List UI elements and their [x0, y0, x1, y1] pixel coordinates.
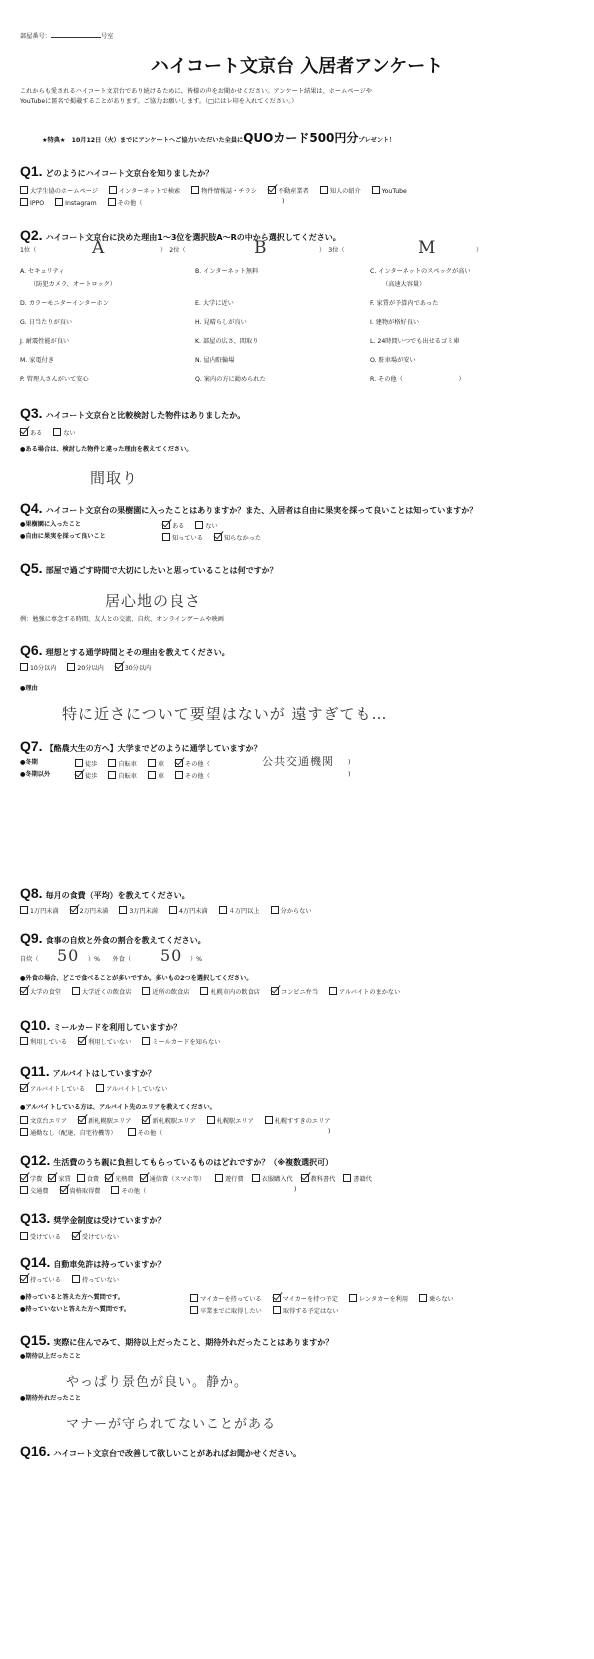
checkbox-checked[interactable] — [105, 1174, 113, 1182]
q15-sub2: ●期待外れだったこと — [20, 1395, 82, 1402]
q11-heading: Q11. アルバイトはしていますか？ — [20, 1063, 156, 1079]
checkbox-checked[interactable] — [268, 186, 276, 194]
checkbox[interactable] — [128, 1128, 136, 1136]
checkbox-checked[interactable] — [60, 1186, 68, 1194]
checkbox-checked[interactable] — [20, 1084, 28, 1092]
checkbox[interactable] — [265, 1116, 273, 1124]
q6-opt-20min[interactable]: 20分以内 — [67, 663, 103, 673]
checkbox[interactable] — [195, 521, 203, 529]
q11-area-row2 — [20, 1128, 171, 1138]
q2-rank1-answer[interactable]: A — [92, 238, 106, 258]
checkbox-checked[interactable] — [20, 428, 28, 436]
q2-choice-f: F. 家賃が予算内であった — [370, 300, 439, 307]
q15-answer-1[interactable]: やっぱり景色が良い。静か。 — [66, 1375, 249, 1390]
q6-reason-label: ●理由 — [20, 685, 38, 692]
q2-choice-i: I. 建物が格好良い — [370, 319, 420, 326]
q1-opt-youtube[interactable]: YouTube — [372, 186, 407, 196]
q11-area-susukino[interactable]: 札幌すすきのエリア — [265, 1116, 331, 1126]
q8-opt-under40k[interactable]: 4万円未満 — [169, 906, 208, 916]
q7-winter-other-answer[interactable]: 公共交通機関 — [262, 755, 334, 768]
checkbox[interactable] — [207, 1116, 215, 1124]
q12-opt-transport[interactable]: 交通費 — [20, 1186, 49, 1196]
checkbox[interactable] — [55, 198, 63, 206]
q1-options-row2 — [20, 198, 151, 208]
q11-area-shinsapporo-2[interactable]: 新札幌駅エリア — [142, 1116, 195, 1126]
q12-options-row2 — [20, 1186, 155, 1196]
q12-opt-textbook[interactable]: 教科書代 — [301, 1174, 336, 1184]
q9-subquestion: ●外食の場合、どこで食べることが多いですか。多いもの2つを選択してください。 — [20, 975, 253, 982]
checkbox[interactable] — [20, 1186, 28, 1194]
checkbox[interactable] — [72, 1275, 80, 1283]
q8-opt-over40k[interactable]: ４万円以上 — [219, 906, 260, 916]
q3-options — [20, 428, 85, 438]
q7-row1-options — [75, 759, 219, 769]
checkbox-checked[interactable] — [20, 1174, 28, 1182]
q15-sub1: ●期待以上だったこと — [20, 1353, 82, 1360]
checkbox[interactable] — [20, 906, 28, 914]
q8-opt-unknown[interactable]: 分からない — [271, 906, 312, 916]
q14-row2-label: ●持っていないと答えた方へ質問です。 — [20, 1306, 131, 1313]
checkbox[interactable] — [20, 1128, 28, 1136]
q4-row1-options — [162, 521, 227, 531]
checkbox[interactable] — [77, 1174, 85, 1182]
checkbox[interactable] — [142, 987, 150, 995]
q11-area-shinsapporo[interactable]: 新札幌駅エリア — [78, 1116, 131, 1126]
q10-heading: Q10. ミールカードを利用していますか？ — [20, 1017, 182, 1033]
checkbox[interactable] — [343, 1174, 351, 1182]
q14-options — [20, 1275, 128, 1285]
checkbox[interactable] — [200, 987, 208, 995]
room-number-label: 部屋番号： 号室 — [20, 33, 114, 40]
checkbox-checked[interactable] — [175, 759, 183, 767]
q6-opt-10min[interactable]: 10分以内 — [20, 663, 56, 673]
q12-opt-utilities[interactable]: 光熱費 — [105, 1174, 134, 1184]
q6-heading: Q6. 理想とする通学時間とその理由を教えてください。 — [20, 642, 230, 658]
q12-opt-license[interactable]: 資格取得費 — [60, 1186, 101, 1196]
q1-opt-friend[interactable]: 知人の紹介 — [320, 186, 361, 196]
q3-answer[interactable]: 間取り — [90, 469, 139, 487]
checkbox[interactable] — [162, 533, 170, 541]
q2-choice-a-note: （防犯カメラ、オートロック） — [30, 281, 117, 288]
q7-winter-walk[interactable]: 徒歩 — [75, 759, 97, 769]
q9-options — [20, 987, 409, 997]
q1-opt-other[interactable]: その他（ — [108, 198, 143, 208]
q14-heading: Q14. 自動車免許は持っていますか？ — [20, 1254, 166, 1270]
q11-area-other[interactable]: その他（ — [128, 1128, 163, 1138]
q14-opt-plan-car[interactable]: マイカーを持つ予定 — [273, 1294, 338, 1304]
q10-opt-unknown[interactable]: ミールカードを知らない — [142, 1037, 220, 1047]
q1-opt-magazine[interactable]: 物件情報誌・チラシ — [191, 186, 257, 196]
q9-heading: Q9. 食事の自炊と外食の割合を教えてください。 — [20, 930, 206, 946]
checkbox[interactable] — [190, 1306, 198, 1314]
checkbox-checked[interactable] — [162, 521, 170, 529]
q7-other-walk[interactable]: 徒歩 — [75, 771, 97, 781]
q3-subquestion: ●ある場合は、検討した物件と違った理由を教えてください。 — [20, 446, 193, 453]
q1-heading: Q1. どのようにハイコート文京台を知りましたか？ — [20, 163, 214, 179]
q14-opt-have[interactable]: 持っている — [20, 1275, 61, 1285]
q12-other-close: ) — [294, 1186, 297, 1193]
q5-answer[interactable]: 居心地の良さ — [105, 592, 202, 610]
q12-opt-other[interactable]: その他（ — [111, 1186, 146, 1196]
q4-row2-options — [162, 533, 270, 543]
q15-heading: Q15. 実際に住んでみて、期待以上だったこと、期待外れだったことはありますか？ — [20, 1332, 334, 1348]
q7-row1-label: ●冬期 — [20, 759, 38, 766]
q2-rank2-answer[interactable]: B — [254, 238, 268, 258]
q2-choice-g: G. 日当たりが良い — [20, 319, 73, 326]
q14-opt-rental[interactable]: レンタカーを利用 — [349, 1294, 408, 1304]
q11-subquestion: ●アルバイトしている方は、アルバイト先のエリアを教えてください。 — [20, 1104, 216, 1111]
q3-opt-yes[interactable]: ある — [20, 428, 42, 438]
checkbox[interactable] — [175, 771, 183, 779]
q13-options — [20, 1232, 128, 1242]
checkbox[interactable] — [419, 1294, 427, 1302]
q1-opt-instagram[interactable]: Instagram — [55, 198, 96, 208]
checkbox[interactable] — [96, 1084, 104, 1092]
q2-choice-n: N. 屋内駐輪場 — [195, 357, 235, 364]
checkbox[interactable] — [191, 186, 199, 194]
checkbox[interactable] — [20, 663, 28, 671]
checkbox[interactable] — [108, 771, 116, 779]
q2-choice-c-note: （高速大容量） — [382, 281, 426, 288]
q9-opt-cafeteria[interactable]: 大学の食堂 — [20, 987, 61, 997]
checkbox[interactable] — [53, 428, 61, 436]
q4-opt-not-entered[interactable]: ない — [195, 521, 217, 531]
q11-other-close: ) — [328, 1128, 331, 1135]
checkbox[interactable] — [72, 987, 80, 995]
intro-line-2: YouTubeに匿名で掲載することがあります。ご協力お願いします。（□にはレ印を入れてください。） — [20, 98, 298, 105]
q8-options — [20, 906, 320, 916]
checkbox-checked[interactable] — [115, 663, 123, 671]
q13-opt-not-receiving[interactable]: 受けていない — [72, 1232, 119, 1242]
q14-opt-before-grad[interactable]: 卒業までに取得したい — [190, 1306, 262, 1316]
q16-heading: Q16. ハイコート文京台で改善して欲しいことがあればお聞かせください。 — [20, 1443, 302, 1459]
q2-choice-p: P. 管理人さんがいて安心 — [20, 376, 89, 383]
checkbox-checked[interactable] — [75, 771, 83, 779]
checkbox-checked[interactable] — [301, 1174, 309, 1182]
q9-opt-sapporo[interactable]: 札幌市内の飲食店 — [200, 987, 260, 997]
q1-opt-realtor[interactable]: 不動産業者 — [268, 186, 309, 196]
q4-row1-label: ●果樹園に入ったこと — [20, 521, 82, 528]
checkbox[interactable] — [119, 906, 127, 914]
q13-heading: Q13. 奨学金制度は受けていますか？ — [20, 1210, 166, 1226]
q2-choice-d: D. カラーモニターインターホン — [20, 300, 109, 307]
q2-choice-l: L. 24時間いつでも出せるゴミ庫 — [370, 338, 460, 345]
q4-opt-entered[interactable]: ある — [162, 521, 184, 531]
q2-choice-q: Q. 案内の方に勧められた — [195, 376, 266, 383]
q9-opt-neighborhood[interactable]: 近所の飲食店 — [142, 987, 189, 997]
checkbox[interactable] — [109, 186, 117, 194]
q2-rank3-answer[interactable]: M — [418, 238, 437, 258]
checkbox-checked[interactable] — [273, 1294, 281, 1302]
q12-opt-leisure[interactable]: 遊行費 — [215, 1174, 244, 1184]
q10-opt-use[interactable]: 利用している — [20, 1037, 67, 1047]
q7-row2-options — [75, 771, 219, 781]
q2-choice-k: K. 部屋の広さ、間取り — [195, 338, 259, 345]
checkbox-checked[interactable] — [78, 1116, 86, 1124]
q2-choice-b: B. インターネット無料 — [195, 268, 259, 275]
q8-opt-under30k[interactable]: 3万円未満 — [119, 906, 158, 916]
q11-opt-working[interactable]: アルバイトしている — [20, 1084, 85, 1094]
checkbox-checked[interactable] — [72, 1232, 80, 1240]
q4-row2-label: ●自由に果実を採って良いこと — [20, 533, 106, 540]
q11-area-sapporo[interactable]: 札幌駅エリア — [207, 1116, 254, 1126]
q11-area-row1 — [20, 1116, 340, 1126]
q14-row2-options — [190, 1306, 348, 1316]
q2-choice-h: H. 見晴らしが良い — [195, 319, 247, 326]
q7-winter-car[interactable]: 車 — [148, 759, 164, 769]
q8-heading: Q8. 毎月の食費（平均）を教えてください。 — [20, 885, 190, 901]
q9-opt-job-meal[interactable]: アルバイトのまかない — [329, 987, 400, 997]
q5-example: 例：勉強に専念する時間、友人との交流、自炊、オンラインゲームや映画 — [20, 616, 224, 623]
q7-winter-other[interactable]: その他（ — [175, 759, 210, 769]
checkbox[interactable] — [320, 186, 328, 194]
checkbox[interactable] — [271, 906, 279, 914]
q12-opt-phone[interactable]: 通信費（スマホ等） — [140, 1174, 206, 1184]
q7-winter-bike[interactable]: 自転車 — [108, 759, 137, 769]
q10-options — [20, 1037, 229, 1047]
q11-options — [20, 1084, 176, 1094]
q14-opt-no-drive[interactable]: 乗らない — [419, 1294, 454, 1304]
q9-self-answer[interactable]: 50 — [57, 946, 80, 965]
q9-out-answer[interactable]: 50 — [160, 946, 183, 965]
checkbox-checked[interactable] — [48, 1174, 56, 1182]
q6-options — [20, 663, 160, 673]
checkbox[interactable] — [148, 771, 156, 779]
q1-opt-internet[interactable]: インターネットで検索 — [109, 186, 180, 196]
q6-opt-30min[interactable]: 30分以内 — [115, 663, 151, 673]
q12-opt-clothes[interactable]: 衣服購入代 — [252, 1174, 293, 1184]
q7-other-car[interactable]: 車 — [148, 771, 164, 781]
checkbox[interactable] — [215, 1174, 223, 1182]
q7-row2-close: ) — [348, 771, 351, 778]
q2-rank1-label: 1位（ — [20, 247, 37, 254]
q15-answer-2[interactable]: マナーが守られてないことがある — [66, 1417, 277, 1432]
q4-opt-knew[interactable]: 知っている — [162, 533, 203, 543]
q10-opt-not-use[interactable]: 利用していない — [78, 1037, 131, 1047]
checkbox[interactable] — [169, 906, 177, 914]
q7-other-bike[interactable]: 自転車 — [108, 771, 137, 781]
checkbox-checked[interactable] — [70, 906, 78, 914]
checkbox-checked[interactable] — [140, 1174, 148, 1182]
q13-opt-receiving[interactable]: 受けている — [20, 1232, 61, 1242]
checkbox[interactable] — [20, 1232, 28, 1240]
q8-opt-under20k[interactable]: 2万円未満 — [70, 906, 109, 916]
q2-choice-e: E. 大学に近い — [195, 300, 234, 307]
q14-opt-own-car[interactable]: マイカーを持っている — [190, 1294, 262, 1304]
q14-opt-no-plan[interactable]: 取得する予定はない — [273, 1306, 339, 1316]
q5-heading: Q5. 部屋で過ごす時間で大切にしたいと思っていることは何ですか？ — [20, 560, 278, 576]
checkbox[interactable] — [142, 1037, 150, 1045]
bonus-banner: ★特典★ 10月12日（火）までにアンケートへご協力いただいた全員にQUOカード500円分プレゼント！ — [42, 131, 396, 145]
q2-choice-j: J. 耐震性能が良い — [20, 338, 70, 345]
checkbox[interactable] — [20, 1116, 28, 1124]
q2-rank3-close: ） — [476, 247, 483, 254]
q3-heading: Q3. ハイコート文京台と比較検討した物件はありましたか。 — [20, 405, 246, 421]
q7-other-other[interactable]: その他（ — [175, 771, 210, 781]
checkbox-checked[interactable] — [271, 987, 279, 995]
q9-pct-label: ）% 外食（ — [88, 956, 132, 963]
checkbox[interactable] — [273, 1306, 281, 1314]
q4-heading: Q4. ハイコート文京台の果樹園に入ったことはありますか？また、入居者は自由に果実を採って良いことは知っていますか？ — [20, 500, 478, 516]
checkbox[interactable] — [219, 906, 227, 914]
checkbox[interactable] — [329, 987, 337, 995]
intro-line-1: これからも愛されるハイコート文京台であり続けるために、皆様の声をお聞かせください。アンケート結果は、ホームページや — [20, 88, 372, 95]
checkbox[interactable] — [372, 186, 380, 194]
q2-choice-m: M. 家電付き — [20, 357, 55, 364]
q11-opt-not-working[interactable]: アルバイトしていない — [96, 1084, 167, 1094]
q11-area-remote[interactable]: 通勤なし（配達、自宅待機等） — [20, 1128, 117, 1138]
q9-opt-convenience[interactable]: コンビニ弁当 — [271, 987, 318, 997]
checkbox-checked[interactable] — [142, 1116, 150, 1124]
q2-choice-c: C. インターネットのスペックが高い — [370, 268, 471, 275]
q2-choice-o: O. 駐車場が安い — [370, 357, 416, 364]
q12-opt-food[interactable]: 食費 — [77, 1174, 99, 1184]
q2-rank3-label: ） 3位（ — [319, 247, 345, 254]
checkbox[interactable] — [108, 759, 116, 767]
q1-other-close: ) — [282, 198, 285, 205]
q12-options-row1 — [20, 1174, 372, 1184]
q2-heading: Q2. ハイコート文京台に決めた理由1〜3位を選択肢A〜Rの中から選択してください。 — [20, 227, 341, 243]
checkbox-checked[interactable] — [214, 533, 222, 541]
q8-opt-under10k[interactable]: 1万円未満 — [20, 906, 59, 916]
q9-self-label: 自炊（ — [20, 956, 39, 963]
q12-opt-books[interactable]: 書籍代 — [343, 1174, 372, 1184]
q11-area-bunkyodai[interactable]: 文京台エリア — [20, 1116, 67, 1126]
checkbox-checked[interactable] — [20, 1275, 28, 1283]
q4-opt-didnt-know[interactable]: 知らなかった — [214, 533, 261, 543]
q3-opt-no[interactable]: ない — [53, 428, 75, 438]
q6-reason-answer[interactable]: 特に近さについて要望はないが 遠すぎても… — [62, 705, 388, 723]
q7-row1-close: ) — [348, 759, 351, 766]
checkbox[interactable] — [111, 1186, 119, 1194]
q9-opt-near-univ[interactable]: 大学近くの飲食店 — [72, 987, 132, 997]
checkbox[interactable] — [349, 1294, 357, 1302]
q2-choice-r: R. その他（ ） — [370, 376, 465, 383]
checkbox-checked[interactable] — [78, 1037, 86, 1045]
checkbox-checked[interactable] — [20, 987, 28, 995]
checkbox[interactable] — [108, 198, 116, 206]
q14-row1-label: ●持っていると答えた方へ質問です。 — [20, 1294, 124, 1301]
q7-row2-label: ●冬期以外 — [20, 771, 51, 778]
q14-opt-dont-have[interactable]: 持っていない — [72, 1275, 119, 1285]
q12-heading: Q12. 生活費のうち親に負担してもらっているものはどれですか？（※複数選択可） — [20, 1152, 334, 1168]
q1-opt-ippo[interactable]: IPPO — [20, 198, 44, 208]
checkbox[interactable] — [67, 663, 75, 671]
q12-opt-tuition[interactable]: 学費 — [20, 1174, 42, 1184]
q1-options-row1 — [20, 186, 416, 196]
q2-choice-a: A. セキュリティ — [20, 268, 65, 275]
checkbox[interactable] — [20, 198, 28, 206]
page-title: ハイコート文京台 入居者アンケート — [150, 56, 444, 77]
q14-row1-options — [190, 1294, 463, 1304]
checkbox[interactable] — [190, 1294, 198, 1302]
checkbox[interactable] — [75, 759, 83, 767]
checkbox[interactable] — [148, 759, 156, 767]
q1-opt-coop[interactable]: 大学生協のホームページ — [20, 186, 98, 196]
checkbox[interactable] — [20, 1037, 28, 1045]
q7-heading: Q7. 【酪農大生の方へ】大学までどのように通学していますか？ — [20, 738, 262, 754]
checkbox[interactable] — [252, 1174, 260, 1182]
q2-rank2-label: ） 2位（ — [160, 247, 186, 254]
checkbox[interactable] — [20, 186, 28, 194]
q9-pct-label-2: ）% — [190, 956, 203, 963]
q12-opt-rent[interactable]: 家賃 — [48, 1174, 70, 1184]
